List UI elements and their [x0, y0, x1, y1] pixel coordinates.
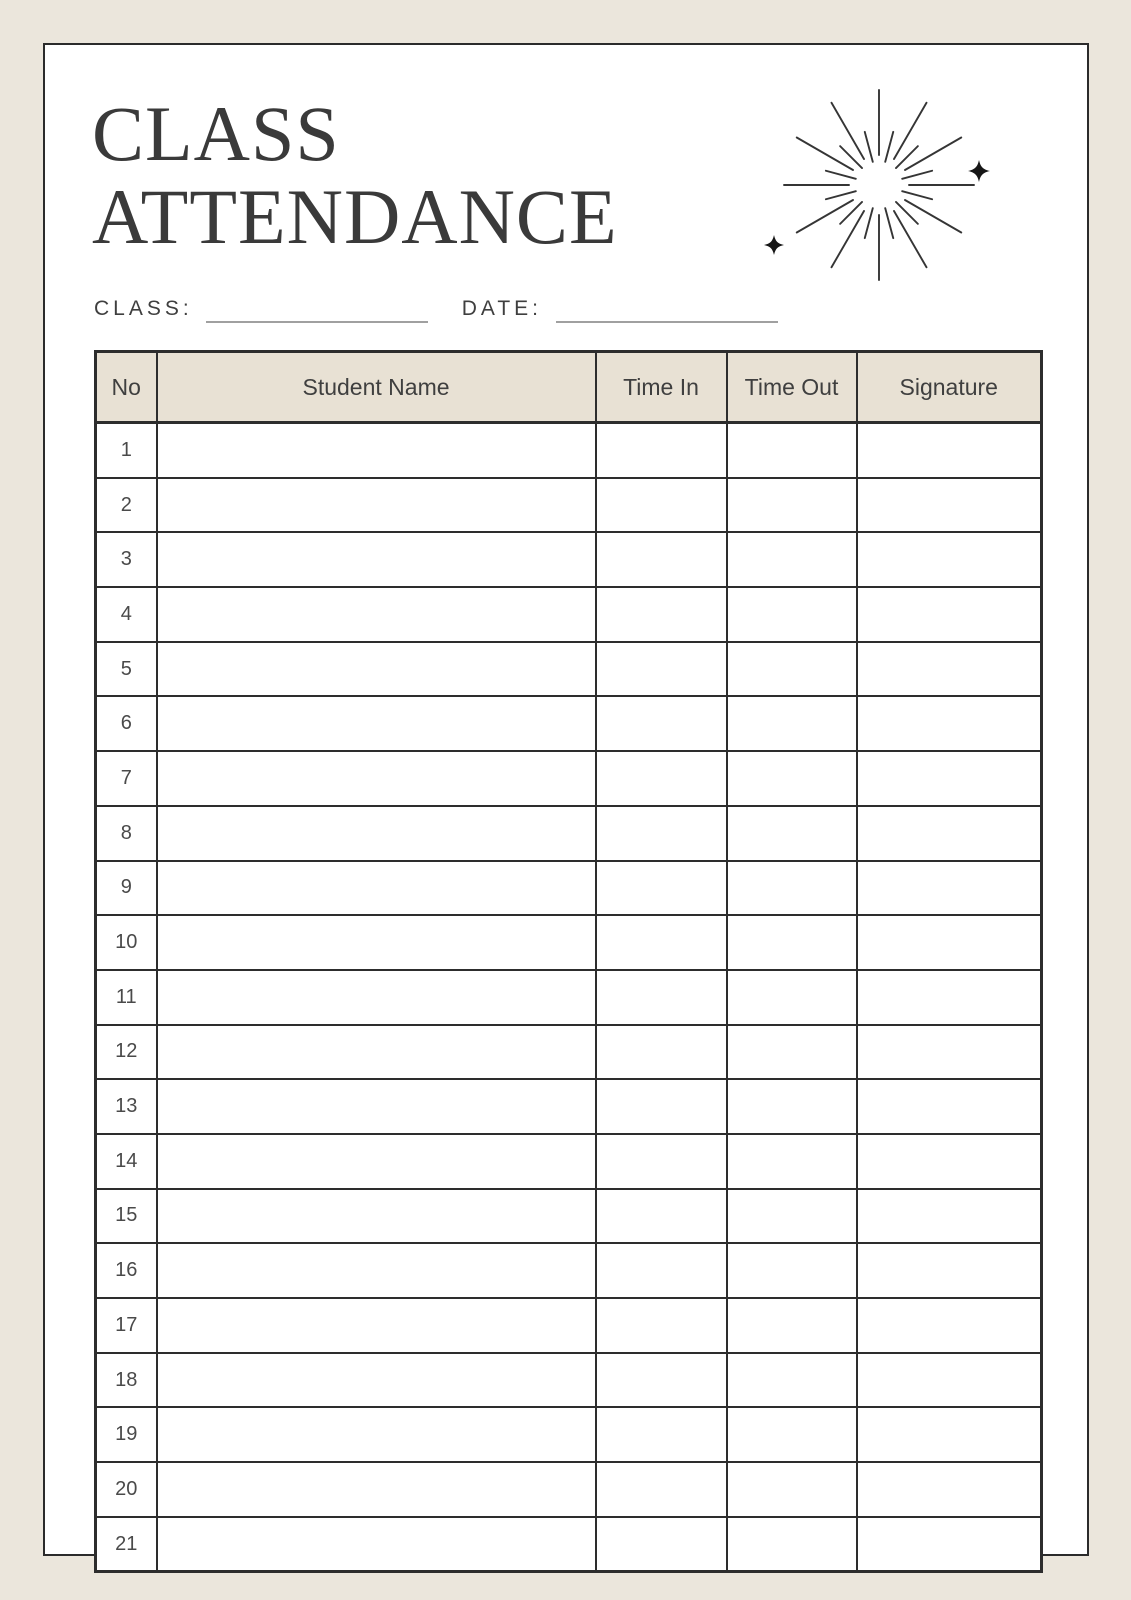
time-out-cell[interactable] [727, 861, 857, 916]
row-number: 16 [96, 1243, 157, 1298]
student-name-cell[interactable] [157, 1353, 596, 1408]
row-number: 21 [96, 1517, 157, 1572]
row-number: 3 [96, 532, 157, 587]
time-out-cell[interactable] [727, 696, 857, 751]
row-number: 7 [96, 751, 157, 806]
student-name-cell[interactable] [157, 861, 596, 916]
table-row [96, 806, 1042, 861]
time-in-cell[interactable] [596, 915, 727, 970]
table-row [96, 970, 1042, 1025]
signature-cell[interactable] [857, 806, 1042, 861]
title-line-1: CLASS [92, 90, 340, 177]
time-out-cell[interactable] [727, 1407, 857, 1462]
time-in-cell[interactable] [596, 1462, 727, 1517]
column-header-time-out: Time Out [727, 352, 857, 423]
sparkle-icon [764, 235, 784, 255]
time-in-cell[interactable] [596, 642, 727, 697]
time-in-cell[interactable] [596, 1298, 727, 1353]
time-out-cell[interactable] [727, 915, 857, 970]
table-row [96, 696, 1042, 751]
class-label: CLASS: [94, 297, 193, 320]
student-name-cell[interactable] [157, 751, 596, 806]
time-in-cell[interactable] [596, 1079, 727, 1134]
time-out-cell[interactable] [727, 1298, 857, 1353]
table-row [96, 1243, 1042, 1298]
row-number: 20 [96, 1462, 157, 1517]
time-in-cell[interactable] [596, 861, 727, 916]
student-name-cell[interactable] [157, 806, 596, 861]
time-in-cell[interactable] [596, 1189, 727, 1244]
time-in-cell[interactable] [596, 1353, 727, 1408]
student-name-cell[interactable] [157, 423, 596, 478]
row-number: 6 [96, 696, 157, 751]
table-row [96, 1462, 1042, 1517]
table-row [96, 587, 1042, 642]
sparkle-icon [968, 160, 990, 182]
time-in-cell[interactable] [596, 423, 727, 478]
student-name-cell[interactable] [157, 1079, 596, 1134]
time-in-cell[interactable] [596, 478, 727, 533]
signature-cell[interactable] [857, 587, 1042, 642]
row-number: 12 [96, 1025, 157, 1080]
table-row [96, 1079, 1042, 1134]
date-label: DATE: [461, 297, 542, 320]
signature-cell[interactable] [857, 642, 1042, 697]
time-out-cell[interactable] [727, 642, 857, 697]
title-line-2: ATTENDANCE [92, 172, 618, 260]
table-row [96, 1298, 1042, 1353]
signature-cell[interactable] [857, 478, 1042, 533]
row-number: 8 [96, 806, 157, 861]
student-name-cell[interactable] [157, 642, 596, 697]
signature-cell[interactable] [857, 970, 1042, 1025]
table-row [96, 423, 1042, 478]
time-out-cell[interactable] [727, 1134, 857, 1189]
signature-cell[interactable] [857, 1407, 1042, 1462]
time-in-cell[interactable] [596, 1407, 727, 1462]
row-number: 4 [96, 587, 157, 642]
time-out-cell[interactable] [727, 587, 857, 642]
row-number: 5 [96, 642, 157, 697]
time-out-cell[interactable] [727, 751, 857, 806]
student-name-cell[interactable] [157, 1025, 596, 1080]
row-number: 11 [96, 970, 157, 1025]
starburst-rays [784, 90, 974, 280]
time-out-cell[interactable] [727, 1079, 857, 1134]
signature-cell[interactable] [857, 1462, 1042, 1517]
time-out-cell[interactable] [727, 1243, 857, 1298]
table-row [96, 1407, 1042, 1462]
student-name-cell[interactable] [157, 1134, 596, 1189]
row-number: 15 [96, 1189, 157, 1244]
form-header-row [94, 297, 778, 323]
date-input-line[interactable] [556, 297, 778, 323]
signature-cell[interactable] [857, 861, 1042, 916]
table-row [96, 915, 1042, 970]
time-out-cell[interactable] [727, 1517, 857, 1572]
table-row [96, 642, 1042, 697]
row-number: 17 [96, 1298, 157, 1353]
table-row [96, 1025, 1042, 1080]
time-in-cell[interactable] [596, 1025, 727, 1080]
column-header-no: No [96, 352, 157, 423]
signature-cell[interactable] [857, 1243, 1042, 1298]
row-number: 9 [96, 861, 157, 916]
column-header-time-in: Time In [596, 352, 727, 423]
time-in-cell[interactable] [596, 970, 727, 1025]
student-name-cell[interactable] [157, 970, 596, 1025]
table-row [96, 1353, 1042, 1408]
class-input-line[interactable] [206, 297, 428, 323]
time-in-cell[interactable] [596, 1517, 727, 1572]
student-name-cell[interactable] [157, 532, 596, 587]
row-number: 10 [96, 915, 157, 970]
signature-cell[interactable] [857, 423, 1042, 478]
student-name-cell[interactable] [157, 1407, 596, 1462]
signature-cell[interactable] [857, 696, 1042, 751]
time-in-cell[interactable] [596, 1243, 727, 1298]
signature-cell[interactable] [857, 1517, 1042, 1572]
student-name-cell[interactable] [157, 915, 596, 970]
student-name-cell[interactable] [157, 1243, 596, 1298]
time-out-cell[interactable] [727, 478, 857, 533]
signature-cell[interactable] [857, 915, 1042, 970]
table-row [96, 478, 1042, 533]
signature-cell[interactable] [857, 1134, 1042, 1189]
time-out-cell[interactable] [727, 532, 857, 587]
signature-cell[interactable] [857, 532, 1042, 587]
time-out-cell[interactable] [727, 1462, 857, 1517]
time-out-cell[interactable] [727, 1189, 857, 1244]
time-in-cell[interactable] [596, 806, 727, 861]
starburst-icon [749, 75, 1039, 305]
row-number: 14 [96, 1134, 157, 1189]
time-out-cell[interactable] [727, 806, 857, 861]
time-out-cell[interactable] [727, 1353, 857, 1408]
column-header-signature: Signature [857, 352, 1042, 423]
table-row [96, 1189, 1042, 1244]
time-in-cell[interactable] [596, 587, 727, 642]
student-name-cell[interactable] [157, 696, 596, 751]
signature-cell[interactable] [857, 1025, 1042, 1080]
table-header-row [96, 352, 1042, 423]
signature-cell[interactable] [857, 751, 1042, 806]
row-number: 19 [96, 1407, 157, 1462]
signature-cell[interactable] [857, 1079, 1042, 1134]
student-name-cell[interactable] [157, 1298, 596, 1353]
signature-cell[interactable] [857, 1189, 1042, 1244]
page-title [92, 90, 618, 260]
table-row [96, 861, 1042, 916]
row-number: 13 [96, 1079, 157, 1134]
student-name-cell[interactable] [157, 587, 596, 642]
time-in-cell[interactable] [596, 532, 727, 587]
student-name-cell[interactable] [157, 1462, 596, 1517]
student-name-cell[interactable] [157, 478, 596, 533]
column-header-student-name: Student Name [157, 352, 596, 423]
time-in-cell[interactable] [596, 696, 727, 751]
row-number: 18 [96, 1353, 157, 1408]
time-out-cell[interactable] [727, 970, 857, 1025]
student-name-cell[interactable] [157, 1189, 596, 1244]
table-row [96, 1517, 1042, 1572]
table-row [96, 532, 1042, 587]
time-in-cell[interactable] [596, 1134, 727, 1189]
time-out-cell[interactable] [727, 1025, 857, 1080]
row-number: 1 [96, 423, 157, 478]
student-name-cell[interactable] [157, 1517, 596, 1572]
row-number: 2 [96, 478, 157, 533]
signature-cell[interactable] [857, 1298, 1042, 1353]
attendance-table [94, 350, 1043, 1573]
table-row [96, 751, 1042, 806]
time-in-cell[interactable] [596, 751, 727, 806]
signature-cell[interactable] [857, 1353, 1042, 1408]
time-out-cell[interactable] [727, 423, 857, 478]
table-row [96, 1134, 1042, 1189]
document-page [43, 43, 1089, 1556]
